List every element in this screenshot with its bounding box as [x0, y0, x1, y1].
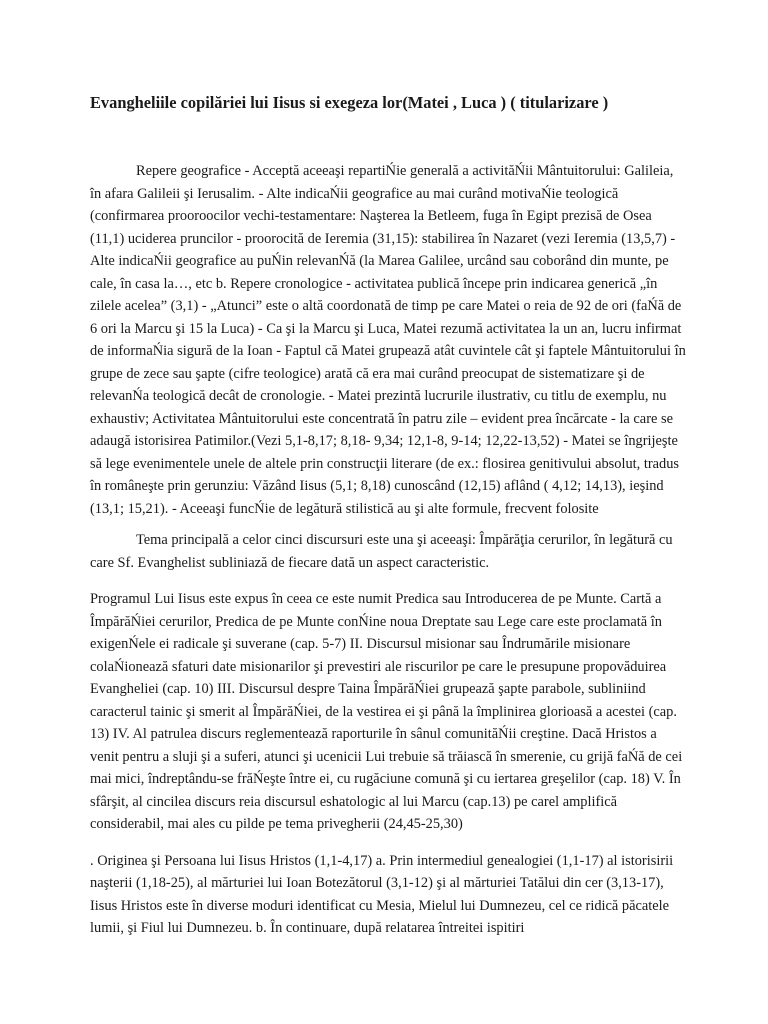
paragraph-repere-geografice	[90, 160, 688, 520]
paragraph-tema-principala	[90, 529, 688, 574]
document-title: Evangheliile copilăriei lui Iisus si exegeza lor(Matei , Luca ) ( titularizare )	[90, 93, 609, 112]
paragraph-text: Repere geografice - Acceptă aceeaşi repartiŃie generală a activităŃii Mântuitorului: Galileia, în afara Galileii şi Ierusalim. - Alte indicaŃii geografice au mai curând motivaŃie teologică (confirmarea prooroocilor vechi-testamentare: Naşterea la Betleem, fuga în Egipt prezisă de Osea (11,1) uciderea pruncilor - proorocită de Ieremia (31,15): stabilirea în Nazaret (vezi Ieremia (13,5,7) - Alte indicaŃii geografice au puŃin relevanŃă (la Marea Galilee, urcând sau coborând din munte, pe cale, în casa la…, etc b. Repere cronologice - activitatea publică începe prin indicarea generică „în zilele acelea” (3,1) - „Atunci” este o altă coordonată de timp pe care Matei o reia de 92 de ori (faŃă de 6 ori la Marcu şi 15 la Luca) - Ca şi la Marcu şi Luca, Matei rezumă activitatea la un an, lucru infirmat de informaŃia sigură de la Ioan - Faptul că Matei grupează atât cuvintele cât şi faptele Mântuitorului în grupe de zece sau şapte (cifre teologice) arată că era mai curând preocupat de sistematizare şi de relevanŃa teologică decât de cronologie. - Matei prezintă lucrurile ilustrativ, cu titlu de exemplu, nu exhaustiv; Activitatea Mântuitorului este concentrată în patru zile – evident prea încărcate - la care se adaugă istorisirea Patimilor.(Vezi 5,1-8,17; 8,18- 9,34; 12,1-8, 9-14; 12,22-13,52) - Matei se îngrijeşte să lege evenimentele unele de altele prin construcţii literare (de ex.: flosirea genitivului absolut, tradus în româneşte prin gerunziu: Văzând Iisus (5,1; 8,18) cunoscând (12,15) aflând ( 4,12; 14,13), ieşind (13,1; 15,21). - Aceeaşi funcŃie de legătură stilistică au şi alte formule, frecvent folosite	[90, 163, 686, 517]
document-body	[90, 160, 688, 940]
paragraph-text: . Originea şi Persoana lui Iisus Hristos (1,1-4,17) a. Prin intermediul genealogiei (1,1-17) al istorisirii naşterii (1,18-25), al mărturiei lui Ioan Botezătorul (3,1-12) şi al mărturiei Tatălui din cer (3,13-17), Iisus Hristos este în diverse moduri identificat cu Mesia, Mielul lui Dumnezeu, cel ce ridică păcatele lumii, şi Fiul lui Dumnezeu. b. În continuare, după relatarea întreitei ispitiri	[90, 852, 674, 936]
paragraph-text: Programul Lui Iisus este expus în ceea ce este numit Predica sau Introducerea de pe Munte. Cartă a ÎmpărăŃiei cerurilor, Predica de pe Munte conŃine noua Dreptate sau Lege care este proclamată în exigenŃele ei radicale şi suverane (cap. 5-7) II. Discursul misionar sau Îndrumările misionare colaŃionează sfaturi date misionarilor şi prevestiri ale riscurilor pe care le presupune propovăduirea Evangheliei (cap. 10) III. Discursul despre Taina ÎmpărăŃiei grupează şapte parabole, subliniind caracterul tainic şi smerit al ÎmpărăŃiei, de la vestirea ei şi până la împlinirea glorioasă a acestei (cap. 13) IV. Al patrulea discurs reglementează raporturile în sânul comunităŃii creştine. Dacă Hristos a venit pentru a sluji şi a suferi, atunci şi ucenicii Lui trebuie să trăiască în smerenie, cu grijă faŃă de cei mai mici, îndreptându-se frăŃeşte între ei, cu rugăciune comună şi cu iertarea greşelilor (cap. 18) V. În sfârşit, al cincilea discurs reia discursul eshatologic al lui Marcu (cap.13) pe carel amplifică considerabil, mai ales cu pilde pe tema privegherii (24,45-25,30)	[90, 591, 683, 832]
paragraph-text: Tema principală a celor cinci discursuri este una şi aceeaşi: Împărăţia cerurilor, în legătură cu care Sf. Evanghelist subliniază de fiecare dată un aspect caracteristic.	[90, 532, 673, 571]
paragraph-programul	[90, 588, 688, 836]
paragraph-originea	[90, 850, 688, 940]
